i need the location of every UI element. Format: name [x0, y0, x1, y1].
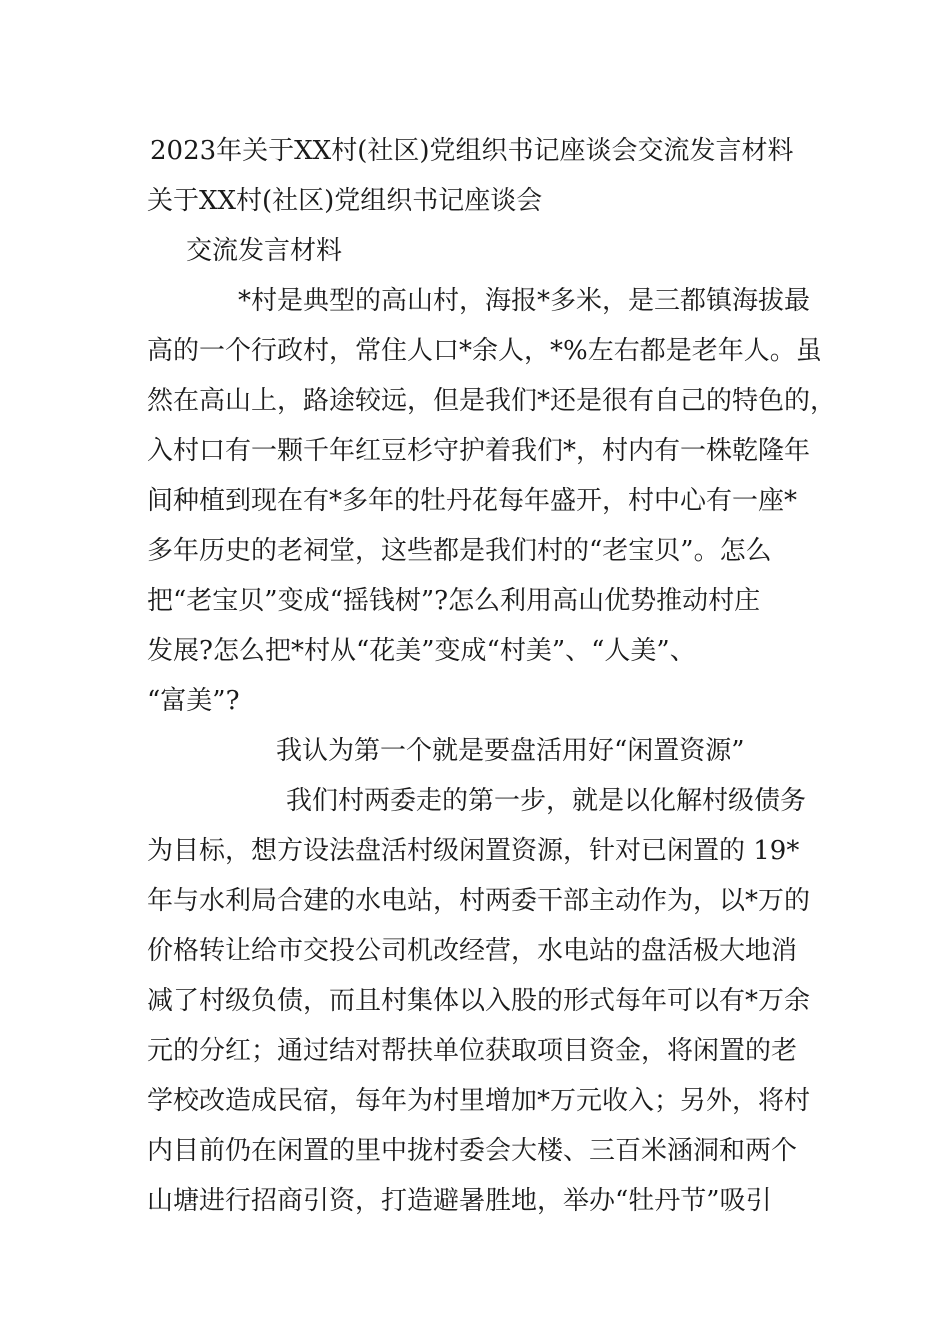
paragraph-1-line: 多年历史的老祠堂，这些都是我们村的“老宝贝”。怎么	[147, 536, 772, 566]
paragraph-2-line: 元的分红；通过结对帮扶单位获取项目资金，将闲置的老	[147, 1036, 798, 1066]
paragraph-2-line: 为目标，想方设法盘活村级闲置资源，针对已闲置的 19*	[147, 836, 800, 866]
paragraph-2-line: 我们村两委走的第一步，就是以化解村级债务	[286, 786, 807, 816]
paragraph-1-line: 把“老宝贝”变成“摇钱树”?怎么利用高山优势推动村庄	[147, 586, 761, 616]
paragraph-2-line: 学校改造成民宿，每年为村里增加*万元收入；另外，将村	[147, 1086, 811, 1116]
paragraph-1-line: *村是典型的高山村，海报*多米，是三都镇海拔最	[238, 286, 811, 316]
paragraph-2-line: 减了村级负债，而且村集体以入股的形式每年可以有*万余	[147, 986, 811, 1016]
paragraph-1-line: 入村口有一颗千年红豆杉守护着我们*，村内有一株乾隆年	[147, 436, 811, 466]
paragraph-2-line: 内目前仍在闲置的里中拢村委会大楼、三百米涵洞和两个	[147, 1136, 798, 1166]
paragraph-1-line: “富美”?	[147, 686, 240, 716]
paragraph-2-line: 山塘进行招商引资，打造避暑胜地，举办“牡丹节”吸引	[147, 1186, 772, 1216]
paragraph-1-line: 高的一个行政村，常住人口*余人，*%左右都是老年人。虽	[147, 336, 822, 366]
title-line-1: 2023年关于XX村(社区)党组织书记座谈会交流发言材料	[150, 136, 794, 166]
paragraph-1-line: 然在高山上，路途较远，但是我们*还是很有自己的特色的，	[147, 386, 837, 416]
paragraph-2-line: 年与水利局合建的水电站，村两委干部主动作为，以*万的	[147, 886, 811, 916]
title-line-2: 关于XX村(社区)党组织书记座谈会	[147, 186, 543, 216]
paragraph-1-line: 发展?怎么把*村从“花美”变成“村美”、“人美”、	[147, 636, 696, 666]
paragraph-2-line: 价格转让给市交投公司机改经营，水电站的盘活极大地消	[147, 936, 798, 966]
title-line-3: 交流发言材料	[186, 236, 343, 266]
paragraph-1-line: 间种植到现在有*多年的牡丹花每年盛开，村中心有一座*	[147, 486, 798, 516]
section-heading: 我认为第一个就是要盘活用好“闲置资源”	[276, 736, 745, 766]
